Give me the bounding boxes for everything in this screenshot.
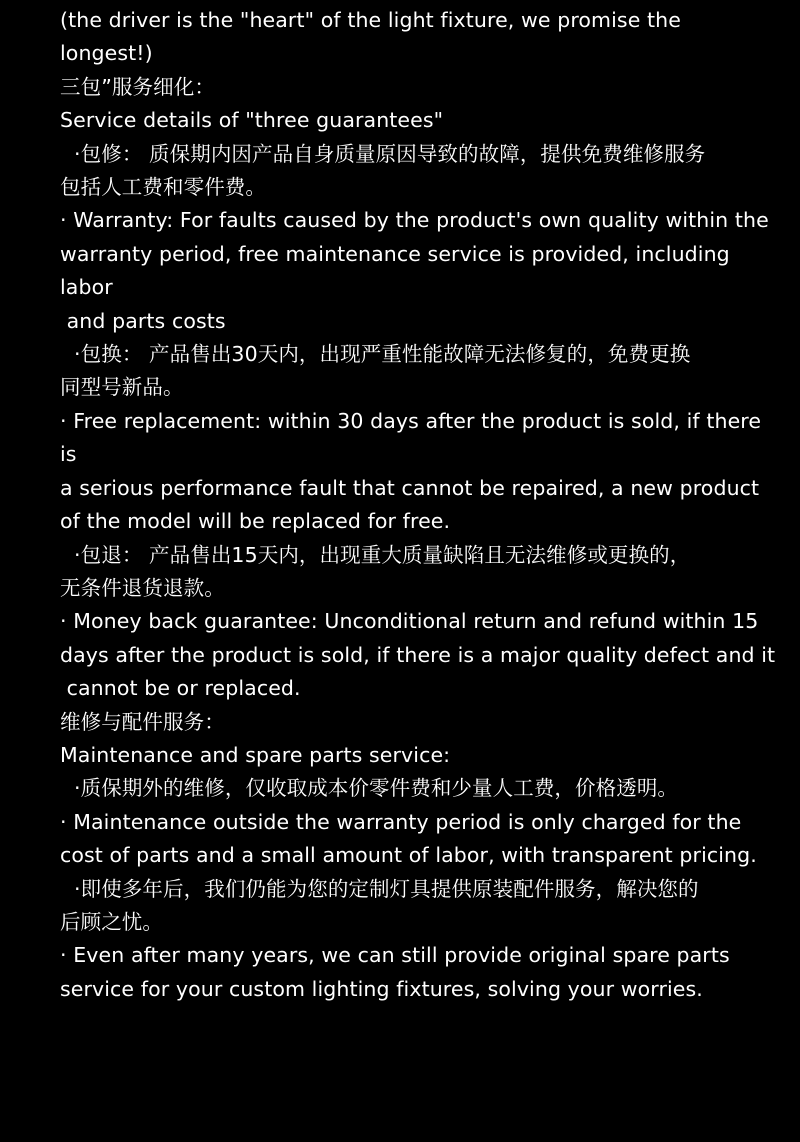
paragraph-line: 无条件退货退款。 (60, 575, 225, 600)
paragraph-line: 包括人工费和零件费。 (60, 175, 266, 200)
paragraph-line: · Warranty: For faults caused by the product's own quality within the (60, 208, 769, 233)
paragraph-line: 同型号新品。 (60, 375, 184, 400)
paragraph-line: (the driver is the "heart" of the light fixture, we promise the longest!) (60, 8, 688, 66)
paragraph-line: a serious performance fault that cannot be repaired, a new product (60, 475, 760, 500)
paragraph-line: 三包”服务细化： (60, 74, 215, 99)
paragraph-line: · Free replacement: within 30 days after the product is sold, if there is (60, 408, 768, 467)
paragraph-line: ·包退： 产品售出15天内，出现重大质量缺陷且无法维修或更换的， (74, 542, 691, 567)
paragraph-line: ·包换： 产品售出30天内，出现严重性能故障无法修复的，免费更换 (74, 342, 691, 367)
paragraph-line: cannot be or replaced. (60, 676, 301, 701)
paragraph-line: 后顾之忧。 (60, 909, 163, 934)
paragraph-line: 维修与配件服务： (60, 709, 225, 734)
paragraph-line: and parts costs (60, 308, 226, 333)
paragraph-line: days after the product is sold, if there is a major quality defect and it (60, 642, 776, 667)
paragraph-line: ·包修： 质保期内因产品自身质量原因导致的故障，提供免费维修服务 (74, 141, 706, 166)
paragraph-line: ·质保期外的维修，仅收取成本价零件费和少量人工费，价格透明。 (74, 776, 679, 801)
paragraph-line: · Maintenance outside the warranty period is only charged for the (60, 809, 742, 834)
paragraph-line: of the model will be replaced for free. (60, 509, 451, 534)
paragraph-line: · Money back guarantee: Unconditional return and refund within 15 (60, 609, 759, 634)
paragraph-line: ·即使多年后，我们仍能为您的定制灯具提供原装配件服务，解决您的 (74, 876, 699, 901)
paragraph-line: Maintenance and spare parts service: (60, 742, 451, 767)
paragraph-line: cost of parts and a small amount of labor, with transparent pricing. (60, 843, 757, 868)
paragraph-line: Service details of "three guarantees" (60, 108, 444, 133)
bottom-spacer (0, 1006, 800, 1142)
paragraph-line: warranty period, free maintenance service is provided, including labor (60, 241, 737, 300)
paragraph-line: service for your custom lighting fixtures, solving your worries. (60, 976, 703, 1001)
paragraph-line: · Even after many years, we can still provide original spare parts (60, 943, 730, 968)
